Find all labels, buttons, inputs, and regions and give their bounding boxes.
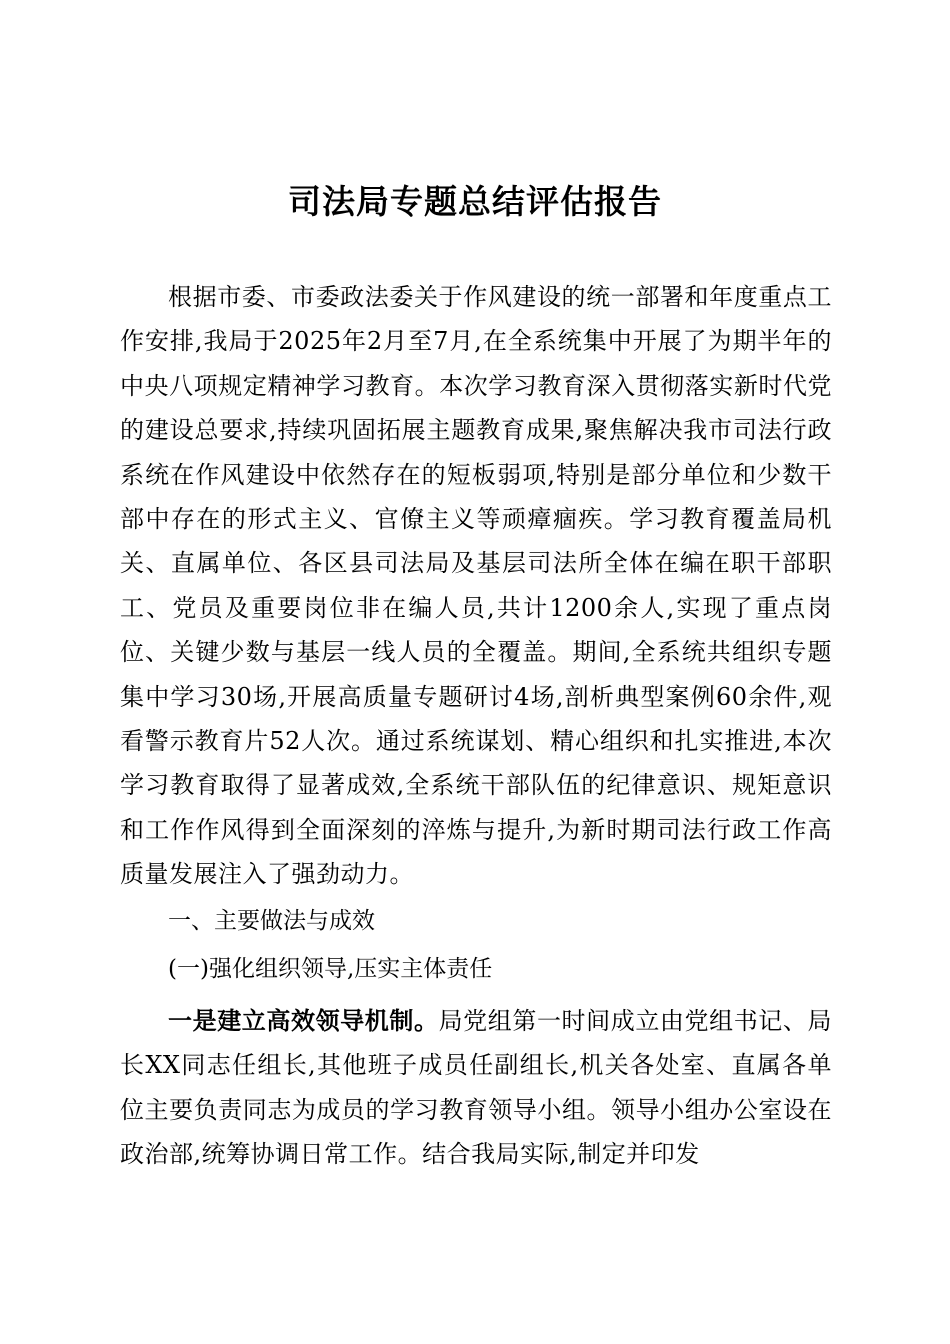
point-paragraph xyxy=(120,999,832,1177)
point-body: 局党组第一时间成立由党组书记、局长XX同志任组长,其他班子成员任副组长,机关各处室、直属各单位主要负责同志为成员的学习教育领导小组。领导小组办公室设在政治部,统筹协调日常工作。结合我局实际,制定并印发 xyxy=(120,1006,833,1168)
document-body xyxy=(120,275,832,1176)
point-lead: 一是建立高效领导机制。 xyxy=(168,1006,439,1035)
section-heading: 一、主要做法与成效 xyxy=(168,907,375,934)
document-title: 司法局专题总结评估报告 xyxy=(288,182,662,221)
intro-paragraph: 根据市委、市委政法委关于作风建设的统一部署和年度重点工作安排,我局于2025年2月至7月,在全系统集中开展了为期半年的中央八项规定精神学习教育。本次学习教育深入贯彻落实新时代党的建设总要求,持续巩固拓展主题教育成果,聚焦解决我市司法行政系统在作风建设中依然存在的短板弱项,特别是部分单位和少数干部中存在的形式主义、官僚主义等顽瘴痼疾。学习教育覆盖局机关、直属单位、各区县司法局及基层司法所全体在编在职干部职工、党员及重要岗位非在编人员,共计1200余人,实现了重点岗位、关键少数与基层一线人员的全覆盖。期间,全系统共组织专题集中学习30场,开展高质量专题研讨4场,剖析典型案例60余件,观看警示教育片52人次。通过系统谋划、精心组织和扎实推进,本次学习教育取得了显著成效,全系统干部队伍的纪律意识、规矩意识和工作作风得到全面深刻的淬炼与提升,为新时期司法行政工作高质量发展注入了强劲动力。 xyxy=(120,283,832,889)
subsection-heading: (一)强化组织领导,压实主体责任 xyxy=(168,955,493,982)
